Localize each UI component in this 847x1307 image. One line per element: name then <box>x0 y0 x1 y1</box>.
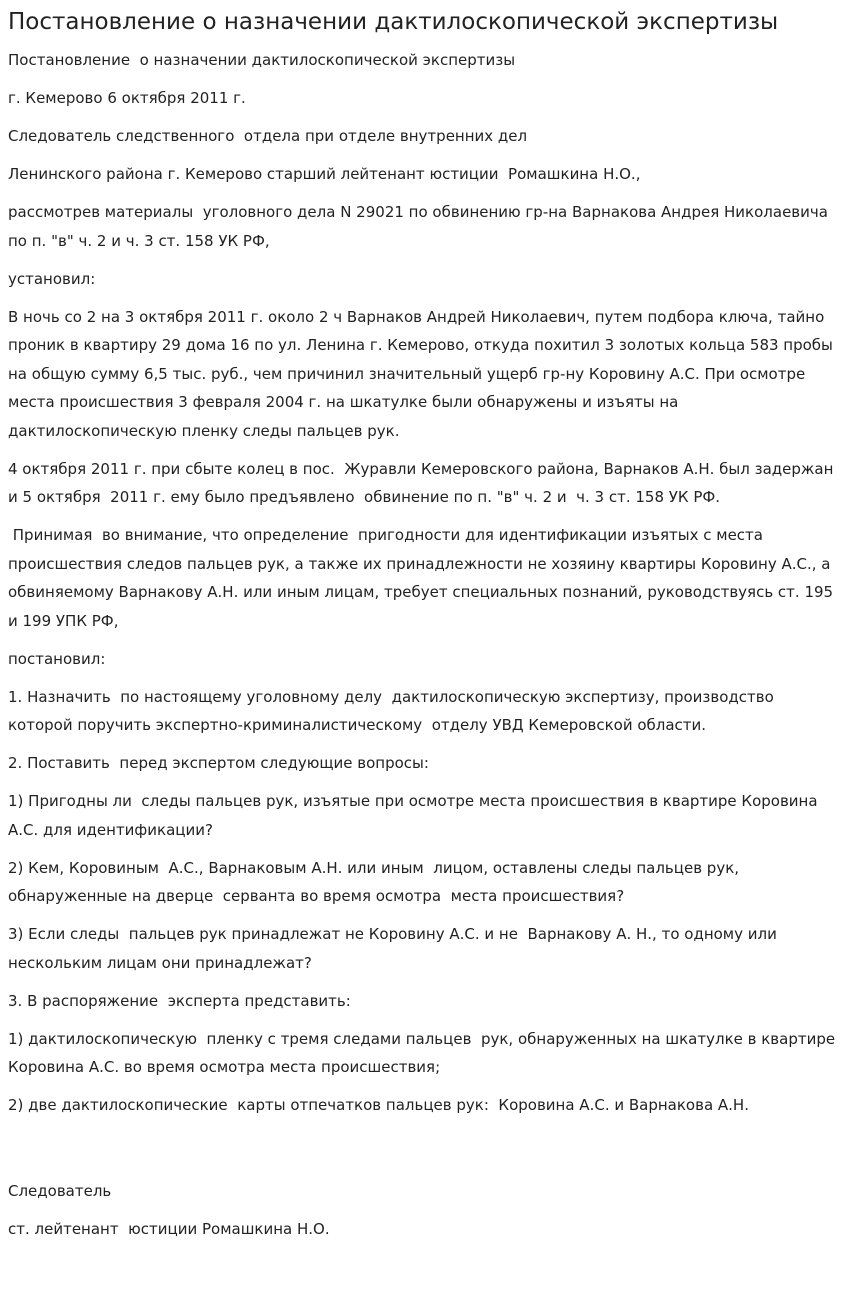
reasoning-paragraph: Принимая во внимание, что определение пригодности для идентификации изъятых с места происшествия следов пальцев рук, а также их принадлежности не хозяину квартиры Коровину А.С., а обвиняемому Варнакову А.Н. или иным лицам, требует специальных познаний, руководствуясь ст. 195 и 199 УПК РФ, <box>8 526 838 630</box>
facts-paragraph-1: В ночь со 2 на 3 октября 2011 г. около 2 ч Варнаков Андрей Николаевич, путем подбора ключа, тайно проник в квартиру 29 дома 16 по ул. Ленина г. Кемерово, откуда похитил 3 золотых кольца 583 пробы на общую сумму 6,5 тыс. руб., чем причинил значительный ущерб гр-ну Коровину А.С. При осмотре места происшествия 3 февраля 2004 г. на шкатулке были обнаружены и изъяты на дактилоскопическую пленку следы пальцев рук. <box>8 307 838 440</box>
material-2: 2) две дактилоскопические карты отпечатков пальцев рук: Коровина А.С. и Варнакова А.Н. <box>8 1096 749 1114</box>
facts-paragraph-2: 4 октября 2011 г. при сбыте колец в пос. Журавли Кемеровского района, Варнаков А.Н. был задержан и 5 октября 2011 г. ему было предъявлено обвинение по п. "в" ч. 2 и ч. 3 ст. 158 УК РФ. <box>8 459 839 506</box>
page-title: Постановление о назначении дактилоскопической экспертизы <box>8 9 779 35</box>
question-2: 2) Кем, Коровиным А.С., Варнаковым А.Н. или иным лицом, оставлены следы пальцев рук, обнаруженные на дверце серванта во время осмотра места происшествия? <box>8 858 744 905</box>
decision-item-3: 3. В распоряжение эксперта представить: <box>8 991 351 1010</box>
decision-item-2: 2. Поставить перед экспертом следующие вопросы: <box>8 754 429 772</box>
considered-paragraph: рассмотрев материалы уголовного дела N 29021 по обвинению гр-на Варнакова Андрея Николаевича по п. "в" ч. 2 и ч. 3 ст. 158 УК РФ, <box>8 203 833 250</box>
decision-item-1: 1. Назначить по настоящему уголовному делу дактилоскопическую экспертизу, производство которой поручить экспертно-криминалистическому отделу УВД Кемеровской области. <box>8 687 779 734</box>
established-label: установил: <box>8 269 96 288</box>
signature-spacer <box>8 1129 839 1177</box>
question-1: 1) Пригодны ли следы пальцев рук, изъятые при осмотре места происшествия в квартире Коровина А.С. для идентификации? <box>8 792 823 839</box>
question-3: 3) Если следы пальцев рук принадлежат не Коровину А.С. и не Варнакову А. Н., то одному или нескольким лицам они принадлежат? <box>8 925 782 972</box>
investigator-line-2: Ленинского района г. Кемерово старший лейтенант юстиции Ромашкина Н.О., <box>8 165 641 183</box>
investigator-line-1: Следователь следственного отдела при отделе внутренних дел <box>8 127 528 145</box>
place-date: г. Кемерово 6 октября 2011 г. <box>8 89 246 107</box>
signature-role: Следователь <box>8 1182 112 1200</box>
decided-label: постановил: <box>8 649 106 668</box>
signature-name: ст. лейтенант юстиции Ромашкина Н.О. <box>8 1220 330 1238</box>
heading-line: Постановление о назначении дактилоскопической экспертизы <box>8 51 516 69</box>
material-1: 1) дактилоскопическую пленку с тремя следами пальцев рук, обнаруженных на шкатулке в квартире Коровина А.С. во время осмотра места происшествия; <box>8 1029 840 1076</box>
